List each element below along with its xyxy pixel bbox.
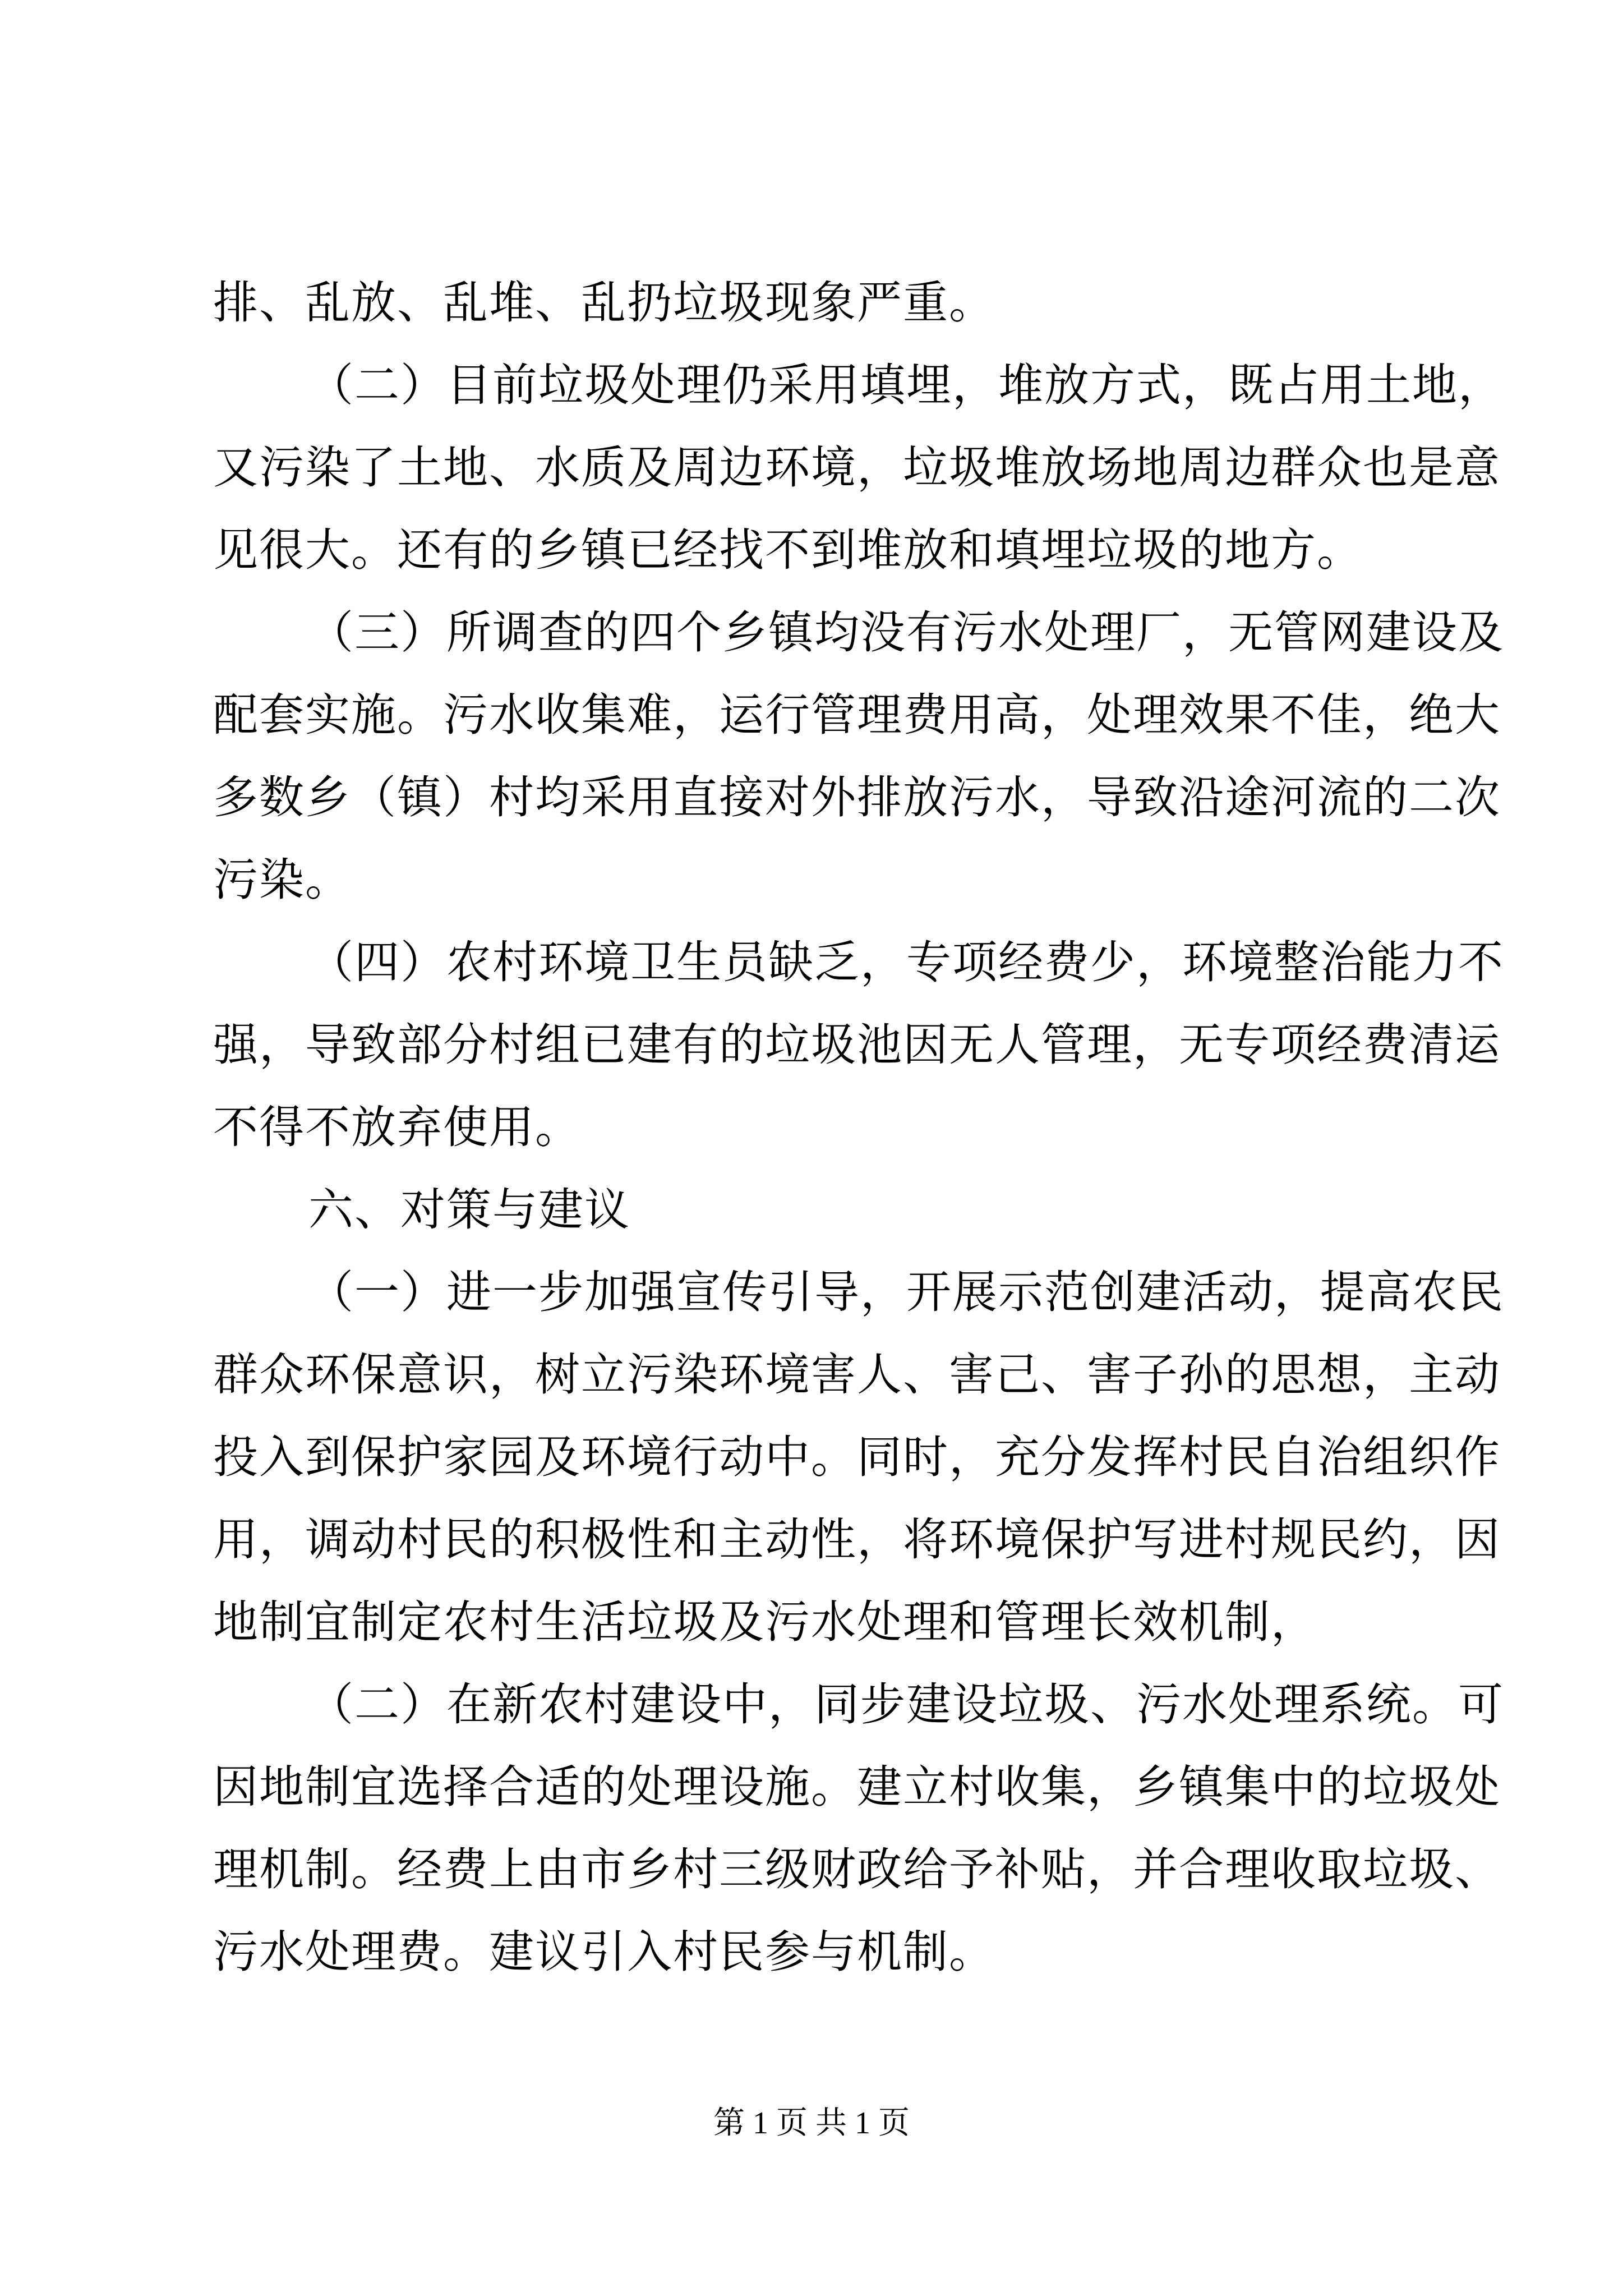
text-line-16: 用，调动村民的积极性和主动性，将环境保护写进村规民约，因 [213,1513,1501,1566]
text-line-15: 投入到保护家园及环境行动中。同时，充分发挥村民自治组织作 [213,1431,1501,1483]
text-line-18: （二）在新农村建设中，同步建设垃圾、污水处理系统。可 [308,1678,1504,1731]
text-line-6: 配套实施。污水收集难，运行管理费用高，处理效果不佳，绝大 [213,689,1501,741]
text-line-14: 群众环保意识，树立污染环境害人、害己、害子孙的思想，主动 [213,1349,1501,1401]
text-line-1: 排、乱放、乱堆、乱扔垃圾现象严重。 [213,277,995,329]
text-line-21: 污水处理费。建议引入村民参与机制。 [213,1926,995,1978]
text-line-20: 理机制。经费上由市乡村三级财政给予补贴，并合理收取垃圾、 [213,1843,1501,1895]
text-line-19: 因地制宜选择合适的处理设施。建立村收集，乡镇集中的垃圾处 [213,1761,1501,1813]
page-footer: 第 1 页 共 1 页 [713,2106,910,2141]
section-heading: 六、对策与建议 [308,1184,630,1236]
text-line-9: （四）农村环境卫生员缺乏，专项经费少，环境整治能力不 [308,936,1504,988]
text-line-8: 污染。 [213,854,351,906]
text-line-4: 见很大。还有的乡镇已经找不到堆放和填埋垃圾的地方。 [213,524,1363,576]
text-line-3: 又污染了土地、水质及周边环境，垃圾堆放场地周边群众也是意 [213,441,1501,494]
text-line-13: （一）进一步加强宣传引导，开展示范创建活动，提高农民 [308,1266,1504,1318]
text-line-17: 地制宜制定农村生活垃圾及污水处理和管理长效机制， [213,1596,1317,1648]
text-line-7: 多数乡（镇）村均采用直接对外排放污水，导致沿途河流的二次 [213,771,1501,823]
text-line-11: 不得不放弃使用。 [213,1101,581,1153]
text-line-5: （三）所调查的四个乡镇均没有污水处理厂，无管网建设及 [308,606,1504,659]
text-line-10: 强，导致部分村组已建有的垃圾池因无人管理，无专项经费清运 [213,1019,1501,1071]
text-line-2: （二）目前垃圾处理仍采用填埋，堆放方式，既占用土地， [308,359,1504,411]
